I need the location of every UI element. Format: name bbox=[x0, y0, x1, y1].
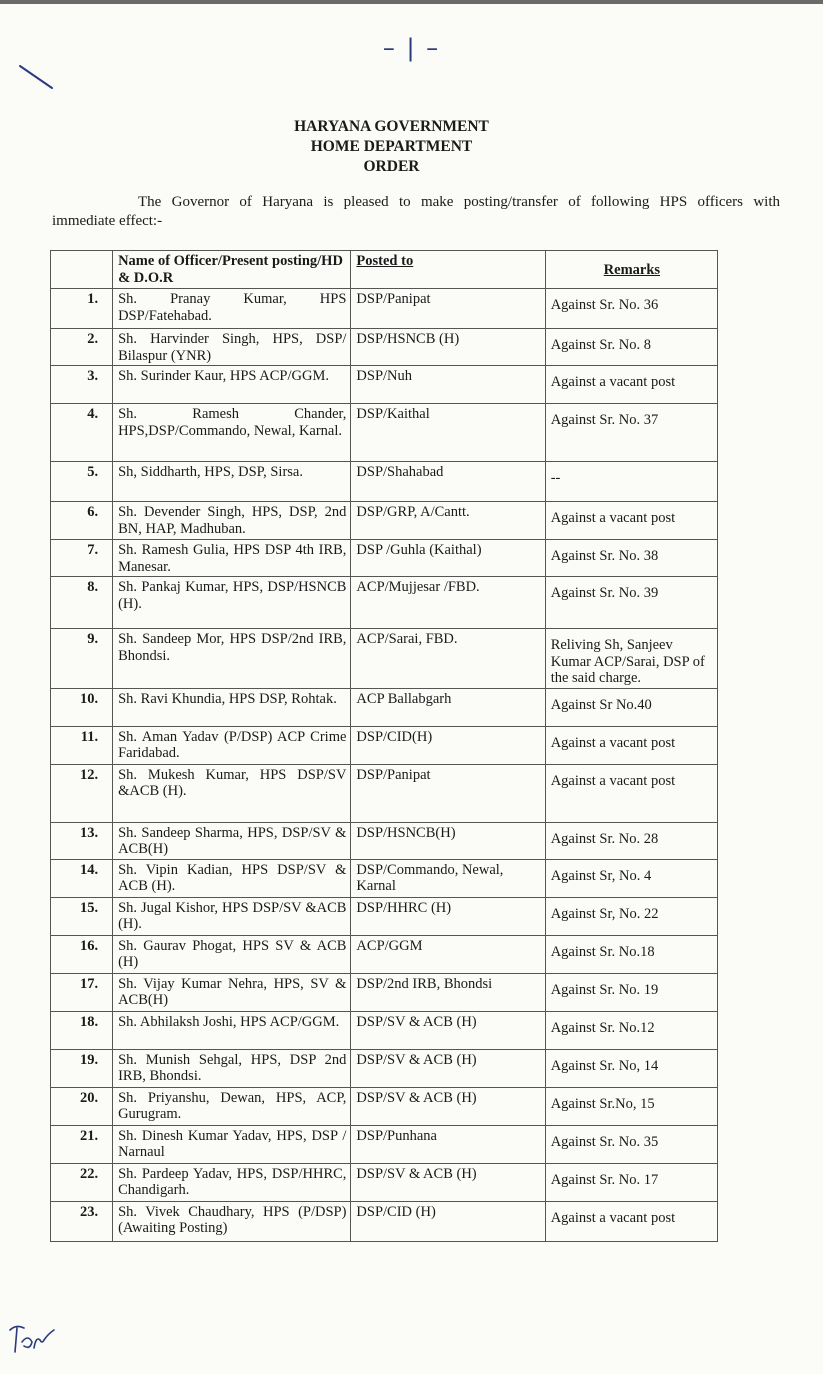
table-row bbox=[51, 540, 718, 577]
header-serial bbox=[51, 251, 113, 289]
row-officer: Sh. Jugal Kishor, HPS DSP/SV &ACB (H). bbox=[113, 897, 351, 935]
row-remarks: Against Sr. No. 38 bbox=[545, 540, 717, 577]
row-posted-to: DSP/Kaithal bbox=[351, 404, 545, 462]
table-row bbox=[51, 366, 718, 404]
row-officer: Sh. Abhilaksh Joshi, HPS ACP/GGM. bbox=[113, 1011, 351, 1049]
row-posted-to: DSP/Commando, Newal, Karnal bbox=[351, 859, 545, 897]
row-number: 4. bbox=[51, 404, 113, 462]
row-posted-to: DSP/Shahabad bbox=[351, 462, 545, 502]
table-row bbox=[51, 859, 718, 897]
row-remarks: Against Sr. No. 37 bbox=[545, 404, 717, 462]
row-number: 5. bbox=[51, 462, 113, 502]
table-row bbox=[51, 1049, 718, 1087]
row-posted-to: DSP/SV & ACB (H) bbox=[351, 1049, 545, 1087]
row-posted-to: DSP/HSNCB(H) bbox=[351, 822, 545, 859]
row-number: 18. bbox=[51, 1011, 113, 1049]
header-posted-to: Posted to bbox=[351, 251, 545, 289]
row-remarks: Against a vacant post bbox=[545, 1201, 717, 1241]
row-officer: Sh. Sandeep Sharma, HPS, DSP/SV & ACB(H) bbox=[113, 822, 351, 859]
table-row bbox=[51, 726, 718, 764]
row-officer: Sh. Ramesh Chander, HPS,DSP/Commando, Newal, Karnal. bbox=[113, 404, 351, 462]
table-row bbox=[51, 502, 718, 540]
row-number: 2. bbox=[51, 329, 113, 366]
table-row bbox=[51, 973, 718, 1011]
row-number: 9. bbox=[51, 629, 113, 689]
row-remarks: Against Sr. No, 14 bbox=[545, 1049, 717, 1087]
row-remarks: Against Sr. No. 39 bbox=[545, 577, 717, 629]
table-row bbox=[51, 329, 718, 366]
row-remarks: Against Sr. No. 8 bbox=[545, 329, 717, 366]
row-remarks: Reliving Sh, Sanjeev Kumar ACP/Sarai, DSP of the said charge. bbox=[545, 629, 717, 689]
table-row bbox=[51, 404, 718, 462]
row-remarks: Against Sr. No. 17 bbox=[545, 1163, 717, 1201]
row-number: 19. bbox=[51, 1049, 113, 1087]
table-row bbox=[51, 1163, 718, 1201]
row-posted-to: DSP/HSNCB (H) bbox=[351, 329, 545, 366]
row-remarks: Against Sr. No. 36 bbox=[545, 289, 717, 329]
intro-line-2: immediate effect:- bbox=[52, 213, 163, 229]
initials-signature bbox=[6, 1320, 66, 1360]
header-government: HARYANA GOVERNMENT bbox=[294, 118, 489, 135]
header-officer: Name of Officer/Present posting/HD & D.O.R bbox=[113, 251, 351, 289]
header-remarks: Remarks bbox=[545, 251, 717, 289]
row-remarks: Against Sr. No. 28 bbox=[545, 822, 717, 859]
table-row bbox=[51, 1125, 718, 1163]
row-officer: Sh. Harvinder Singh, HPS, DSP/ Bilaspur (YNR) bbox=[113, 329, 351, 366]
row-posted-to: DSP/CID(H) bbox=[351, 726, 545, 764]
row-officer: Sh. Priyanshu, Dewan, HPS, ACP, Gurugram. bbox=[113, 1087, 351, 1125]
row-officer: Sh. Pranay Kumar, HPS DSP/Fatehabad. bbox=[113, 289, 351, 329]
row-officer: Sh. Vivek Chaudhary, HPS (P/DSP) (Awaiting Posting) bbox=[113, 1201, 351, 1241]
row-posted-to: DSP /Guhla (Kaithal) bbox=[351, 540, 545, 577]
row-number: 22. bbox=[51, 1163, 113, 1201]
row-posted-to: ACP Ballabgarh bbox=[351, 688, 545, 726]
row-remarks: Against Sr, No. 4 bbox=[545, 859, 717, 897]
row-posted-to: DSP/SV & ACB (H) bbox=[351, 1087, 545, 1125]
order-header bbox=[0, 117, 783, 177]
row-remarks: -- bbox=[545, 462, 717, 502]
row-remarks: Against Sr.No, 15 bbox=[545, 1087, 717, 1125]
header-department: HOME DEPARTMENT bbox=[310, 138, 473, 155]
row-remarks: Against Sr. No. 35 bbox=[545, 1125, 717, 1163]
table-row bbox=[51, 629, 718, 689]
posting-table bbox=[50, 250, 718, 1242]
row-remarks: Against Sr. No.18 bbox=[545, 935, 717, 973]
row-posted-to: ACP/GGM bbox=[351, 935, 545, 973]
row-number: 13. bbox=[51, 822, 113, 859]
row-officer: Sh. Munish Sehgal, HPS, DSP 2nd IRB, Bhondsi. bbox=[113, 1049, 351, 1087]
row-posted-to: DSP/Panipat bbox=[351, 289, 545, 329]
table-row bbox=[51, 289, 718, 329]
row-remarks: Against Sr, No. 22 bbox=[545, 897, 717, 935]
row-number: 8. bbox=[51, 577, 113, 629]
row-posted-to: ACP/Sarai, FBD. bbox=[351, 629, 545, 689]
row-number: 14. bbox=[51, 859, 113, 897]
row-number: 11. bbox=[51, 726, 113, 764]
row-posted-to: DSP/SV & ACB (H) bbox=[351, 1163, 545, 1201]
row-posted-to: DSP/HHRC (H) bbox=[351, 897, 545, 935]
table-row bbox=[51, 577, 718, 629]
row-number: 16. bbox=[51, 935, 113, 973]
row-officer: Sh. Surinder Kaur, HPS ACP/GGM. bbox=[113, 366, 351, 404]
row-number: 12. bbox=[51, 764, 113, 822]
row-posted-to: DSP/2nd IRB, Bhondsi bbox=[351, 973, 545, 1011]
row-officer: Sh. Pardeep Yadav, HPS, DSP/HHRC, Chandigarh. bbox=[113, 1163, 351, 1201]
row-number: 20. bbox=[51, 1087, 113, 1125]
row-remarks: Against a vacant post bbox=[545, 764, 717, 822]
row-posted-to: DSP/Nuh bbox=[351, 366, 545, 404]
table-row bbox=[51, 897, 718, 935]
row-officer: Sh. Mukesh Kumar, HPS DSP/SV &ACB (H). bbox=[113, 764, 351, 822]
row-number: 23. bbox=[51, 1201, 113, 1241]
row-officer: Sh. Ramesh Gulia, HPS DSP 4th IRB, Manesar. bbox=[113, 540, 351, 577]
row-number: 10. bbox=[51, 688, 113, 726]
page-number: – | – bbox=[382, 34, 441, 62]
row-officer: Sh. Pankaj Kumar, HPS, DSP/HSNCB (H). bbox=[113, 577, 351, 629]
row-posted-to: DSP/SV & ACB (H) bbox=[351, 1011, 545, 1049]
row-number: 6. bbox=[51, 502, 113, 540]
row-number: 17. bbox=[51, 973, 113, 1011]
row-number: 1. bbox=[51, 289, 113, 329]
table-row bbox=[51, 1011, 718, 1049]
table-row bbox=[51, 688, 718, 726]
row-number: 15. bbox=[51, 897, 113, 935]
table-body bbox=[51, 289, 718, 1242]
row-number: 21. bbox=[51, 1125, 113, 1163]
row-officer: Sh. Devender Singh, HPS, DSP, 2nd BN, HAP, Madhuban. bbox=[113, 502, 351, 540]
table-row bbox=[51, 1087, 718, 1125]
page-top-edge bbox=[0, 0, 823, 4]
row-officer: Sh. Aman Yadav (P/DSP) ACP Crime Faridabad. bbox=[113, 726, 351, 764]
table-row bbox=[51, 935, 718, 973]
row-officer: Sh. Ravi Khundia, HPS DSP, Rohtak. bbox=[113, 688, 351, 726]
intro-paragraph bbox=[52, 193, 780, 231]
row-remarks: Against a vacant post bbox=[545, 502, 717, 540]
pen-stroke-mark bbox=[18, 64, 58, 94]
table-row bbox=[51, 1201, 718, 1241]
row-remarks: Against Sr No.40 bbox=[545, 688, 717, 726]
row-posted-to: ACP/Mujjesar /FBD. bbox=[351, 577, 545, 629]
row-posted-to: DSP/GRP, A/Cantt. bbox=[351, 502, 545, 540]
row-officer: Sh. Gaurav Phogat, HPS SV & ACB (H) bbox=[113, 935, 351, 973]
row-remarks: Against Sr. No. 19 bbox=[545, 973, 717, 1011]
row-remarks: Against a vacant post bbox=[545, 726, 717, 764]
table-row bbox=[51, 764, 718, 822]
table-row bbox=[51, 822, 718, 859]
intro-line-1: The Governor of Haryana is pleased to make posting/transfer of following HPS officers with bbox=[138, 194, 780, 210]
table-header-row bbox=[51, 251, 718, 289]
header-order: ORDER bbox=[363, 158, 420, 175]
row-posted-to: DSP/CID (H) bbox=[351, 1201, 545, 1241]
row-number: 3. bbox=[51, 366, 113, 404]
row-remarks: Against Sr. No.12 bbox=[545, 1011, 717, 1049]
row-number: 7. bbox=[51, 540, 113, 577]
row-officer: Sh. Vipin Kadian, HPS DSP/SV & ACB (H). bbox=[113, 859, 351, 897]
row-officer: Sh. Vijay Kumar Nehra, HPS, SV & ACB(H) bbox=[113, 973, 351, 1011]
row-officer: Sh, Siddharth, HPS, DSP, Sirsa. bbox=[113, 462, 351, 502]
table-row bbox=[51, 462, 718, 502]
row-posted-to: DSP/Punhana bbox=[351, 1125, 545, 1163]
row-posted-to: DSP/Panipat bbox=[351, 764, 545, 822]
row-officer: Sh. Sandeep Mor, HPS DSP/2nd IRB, Bhondsi. bbox=[113, 629, 351, 689]
row-remarks: Against a vacant post bbox=[545, 366, 717, 404]
row-officer: Sh. Dinesh Kumar Yadav, HPS, DSP / Narnaul bbox=[113, 1125, 351, 1163]
